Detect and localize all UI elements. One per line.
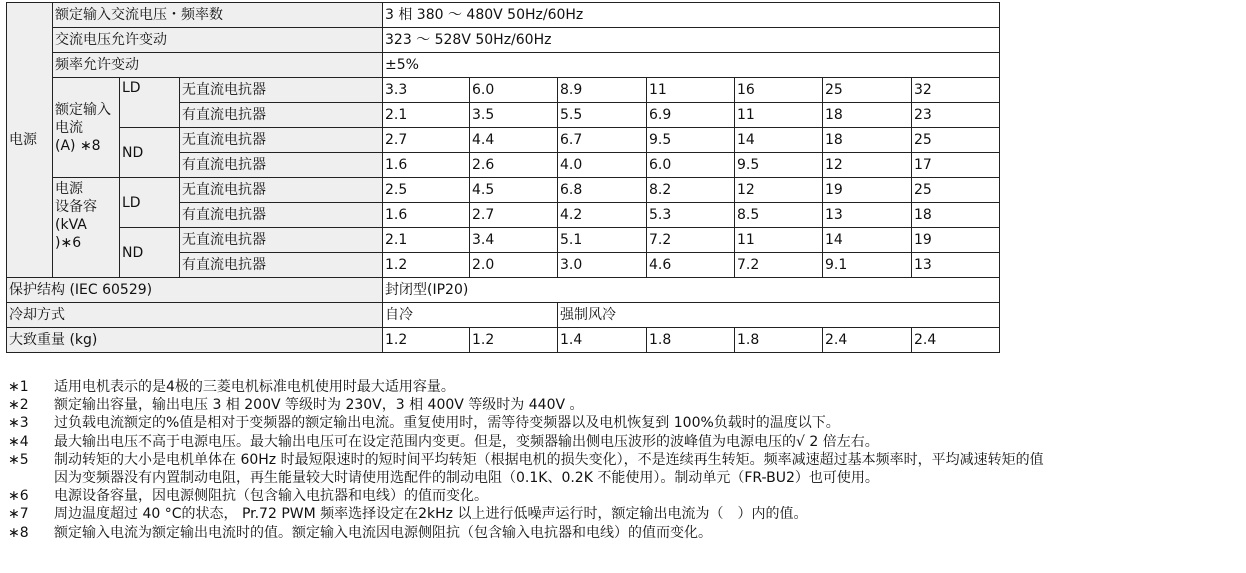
- footnote-text: 额定输入电流为额定输出电流时的值。额定输入电流因电源侧阻抗（包含输入电抗器和电线）的值而变化。: [54, 524, 712, 541]
- value-cell: 6.8: [558, 178, 647, 203]
- footnote: [8, 451, 1246, 487]
- value-cell: 14: [823, 228, 912, 253]
- value-cell: 11: [647, 78, 735, 103]
- capacity-ld-label: LD: [120, 178, 180, 228]
- reactor-type-label: 有直流电抗器: [180, 203, 383, 228]
- row-current-ld-no-reactor: [7, 78, 1000, 103]
- footnote-mark: ∗8: [8, 524, 29, 541]
- capacity-header: [53, 178, 120, 278]
- value-cell: 1.2: [470, 328, 558, 353]
- footnote-text: 最大输出电压不高于电源电压。最大输出电压可在设定范围内变更。但是，变频器输出侧电压波形的波峰值为电源电压的√ 2 倍左右。: [54, 433, 879, 450]
- weight-label: 大致重量 (kg): [7, 328, 383, 353]
- value-cell: 23: [912, 103, 1000, 128]
- capacity-label: 电源 设备容 (kVA )∗6: [55, 181, 97, 251]
- voltage-variation-value: 323 ～ 528V 50Hz/60Hz: [383, 28, 1000, 53]
- rated-voltage-label: 额定输入交流电压・频率数: [53, 3, 383, 28]
- power-header: 电源: [7, 3, 53, 278]
- footnote: [8, 487, 1246, 505]
- value-cell: 25: [912, 178, 1000, 203]
- spec-table: [6, 2, 1000, 353]
- value-cell: 11: [735, 228, 823, 253]
- row-capacity-ld-no-reactor: [7, 178, 1000, 203]
- reactor-type-label: 无直流电抗器: [180, 78, 383, 103]
- value-cell: 13: [912, 253, 1000, 278]
- value-cell: 18: [823, 128, 912, 153]
- value-cell: 18: [823, 103, 912, 128]
- input-current-label: 额定输入 电流 (A) ∗8: [55, 101, 111, 154]
- footnote: [8, 524, 1246, 542]
- row-frequency-variation: [7, 53, 1000, 78]
- footnote-mark: ∗2: [8, 397, 29, 414]
- reactor-type-label: 有直流电抗器: [180, 103, 383, 128]
- value-cell: 2.1: [383, 103, 470, 128]
- protection-label: 保护结构 (IEC 60529): [7, 278, 383, 303]
- reactor-type-label: 无直流电抗器: [180, 178, 383, 203]
- value-cell: 1.8: [735, 328, 823, 353]
- value-cell: 5.5: [558, 103, 647, 128]
- row-weight: [7, 328, 1000, 353]
- capacity-nd-label: ND: [120, 228, 180, 278]
- value-cell: 2.6: [470, 153, 558, 178]
- footnote: [8, 505, 1246, 523]
- cooling-self-value: 自冷: [383, 303, 558, 328]
- value-cell: 4.6: [647, 253, 735, 278]
- footnote-mark: ∗6: [8, 488, 29, 505]
- value-cell: 3.3: [383, 78, 470, 103]
- row-capacity-nd-no-reactor: [7, 228, 1000, 253]
- value-cell: 2.5: [383, 178, 470, 203]
- value-cell: 8.5: [735, 203, 823, 228]
- rated-voltage-value: 3 相 380 ～ 480V 50Hz/60Hz: [383, 3, 1000, 28]
- value-cell: 1.4: [558, 328, 647, 353]
- voltage-variation-label: 交流电压允许变动: [53, 28, 383, 53]
- current-nd-label: ND: [120, 128, 180, 178]
- value-cell: 6.0: [470, 78, 558, 103]
- footnote-text: 适用电机表示的是4极的三菱电机标准电机使用时最大适用容量。: [54, 379, 455, 395]
- footnote-mark: ∗7: [8, 506, 29, 523]
- value-cell: 3.0: [558, 253, 647, 278]
- footnote: [8, 378, 1246, 396]
- footnote-text: 额定输出容量，输出电压 3 相 200V 等级时为 230V，3 相 400V 等级时为 440V 。: [54, 397, 584, 414]
- value-cell: 6.7: [558, 128, 647, 153]
- value-cell: 9.5: [735, 153, 823, 178]
- input-current-header: [53, 78, 120, 178]
- footnote-mark: ∗5: [8, 451, 29, 468]
- value-cell: 1.2: [383, 253, 470, 278]
- value-cell: 2.0: [470, 253, 558, 278]
- row-voltage-variation: [7, 28, 1000, 53]
- value-cell: 7.2: [647, 228, 735, 253]
- frequency-variation-label: 频率允许变动: [53, 53, 383, 78]
- value-cell: 4.4: [470, 128, 558, 153]
- value-cell: 18: [912, 203, 1000, 228]
- value-cell: 13: [823, 203, 912, 228]
- reactor-type-label: 有直流电抗器: [180, 253, 383, 278]
- value-cell: 5.1: [558, 228, 647, 253]
- value-cell: 3.4: [470, 228, 558, 253]
- footnote-mark: ∗1: [8, 379, 29, 395]
- value-cell: 19: [912, 228, 1000, 253]
- value-cell: 12: [735, 178, 823, 203]
- value-cell: 4.5: [470, 178, 558, 203]
- value-cell: 6.0: [647, 153, 735, 178]
- footnotes: [8, 378, 1246, 542]
- value-cell: 2.1: [383, 228, 470, 253]
- value-cell: 4.2: [558, 203, 647, 228]
- footnote-text: 周边温度超过 40 °C的状态， Pr.72 PWM 频率选择设定在2kHz 以上进行低噪声运行时，额定输出电流为（ ）内的值。: [54, 506, 808, 523]
- current-ld-label: LD: [120, 78, 180, 128]
- reactor-type-label: 无直流电抗器: [180, 128, 383, 153]
- frequency-variation-value: ±5%: [383, 53, 1000, 78]
- value-cell: 7.2: [735, 253, 823, 278]
- value-cell: 4.0: [558, 153, 647, 178]
- value-cell: 8.2: [647, 178, 735, 203]
- row-rated-voltage: [7, 3, 1000, 28]
- footnote-text: 过负载电流额定的%值是相对于变频器的额定输出电流。重复使用时，需等待变频器以及电机恢复到 100%负载时的温度以下。: [54, 415, 840, 432]
- footnote-mark: ∗4: [8, 433, 29, 450]
- row-protection: [7, 278, 1000, 303]
- value-cell: 9.5: [647, 128, 735, 153]
- row-current-nd-no-reactor: [7, 128, 1000, 153]
- cooling-label: 冷却方式: [7, 303, 383, 328]
- reactor-type-label: 有直流电抗器: [180, 153, 383, 178]
- value-cell: 2.7: [383, 128, 470, 153]
- value-cell: 19: [823, 178, 912, 203]
- footnote-mark: ∗3: [8, 415, 29, 432]
- value-cell: 2.7: [470, 203, 558, 228]
- footnote-text: 制动转矩的大小是电机单体在 60Hz 时最短限速时的短时间平均转矩（根据电机的损失变化），不是连续再生转矩。频率减速超过基本频率时，平均减速转矩的值 因为变频器没有内置制动电阻，再生能量较大时请使用选配件的制动电阻（0.1K、0.2K 不能使用）。制动单元（FR-BU2）也可使用。: [54, 451, 1044, 487]
- footnote: [8, 433, 1246, 451]
- value-cell: 25: [912, 128, 1000, 153]
- reactor-type-label: 无直流电抗器: [180, 228, 383, 253]
- footnote-text: 电源设备容量，因电源侧阻抗（包含输入电抗器和电线）的值而变化。: [54, 488, 488, 505]
- protection-value: 封闭型(IP20): [383, 278, 1000, 303]
- footnote: [8, 396, 1246, 414]
- row-cooling: [7, 303, 1000, 328]
- value-cell: 32: [912, 78, 1000, 103]
- value-cell: 1.6: [383, 153, 470, 178]
- value-cell: 17: [912, 153, 1000, 178]
- value-cell: 5.3: [647, 203, 735, 228]
- value-cell: 2.4: [823, 328, 912, 353]
- value-cell: 1.8: [647, 328, 735, 353]
- value-cell: 14: [735, 128, 823, 153]
- footnote: [8, 414, 1246, 432]
- value-cell: 9.1: [823, 253, 912, 278]
- value-cell: 1.6: [383, 203, 470, 228]
- value-cell: 2.4: [912, 328, 1000, 353]
- cooling-forced-value: 强制风冷: [558, 303, 1000, 328]
- value-cell: 16: [735, 78, 823, 103]
- value-cell: 12: [823, 153, 912, 178]
- value-cell: 3.5: [470, 103, 558, 128]
- value-cell: 25: [823, 78, 912, 103]
- value-cell: 8.9: [558, 78, 647, 103]
- value-cell: 11: [735, 103, 823, 128]
- value-cell: 6.9: [647, 103, 735, 128]
- value-cell: 1.2: [383, 328, 470, 353]
